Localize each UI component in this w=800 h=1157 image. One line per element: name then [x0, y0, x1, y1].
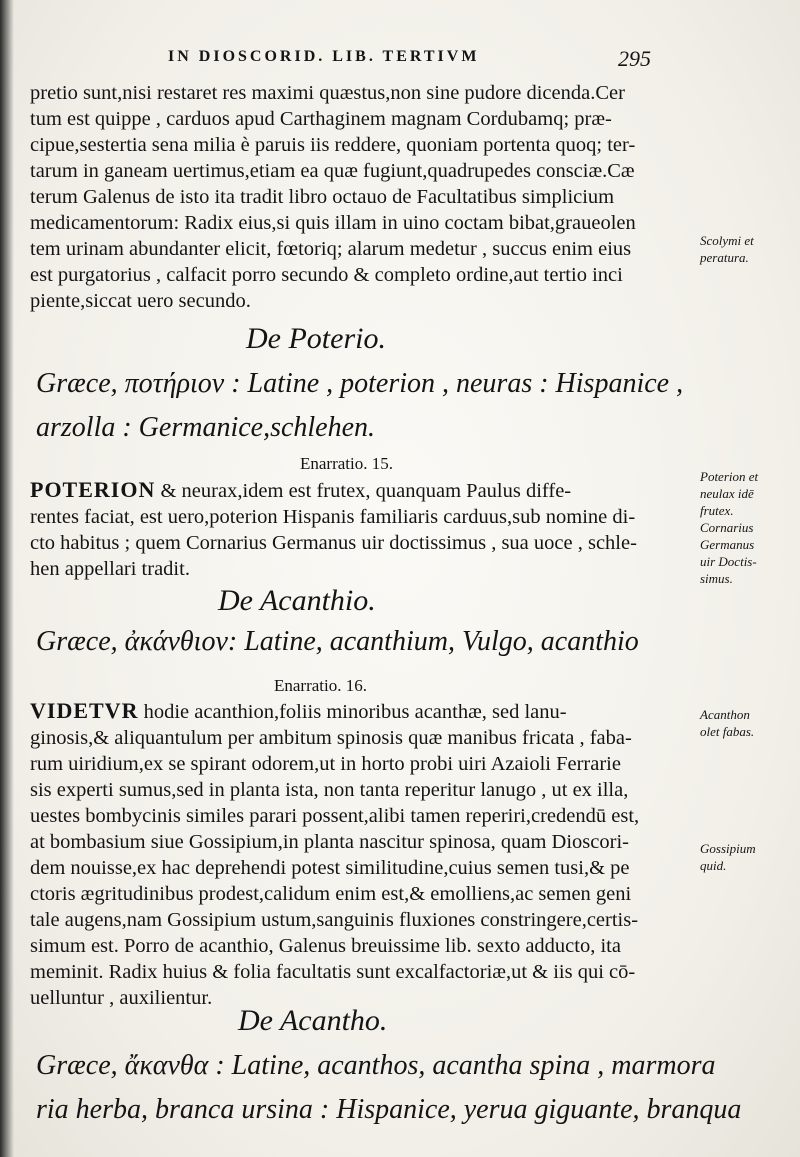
running-title: IN DIOSCORID. LIB. TERTIVM — [168, 48, 480, 65]
text-line: rentes faciat, est uero,poterion Hispanis familiaris carduus,sub nomine di- — [30, 506, 636, 528]
margin-note-gossipium: Gossipium quid. — [700, 841, 756, 873]
synonym-line: arzolla : Germanice,schlehen. — [36, 412, 376, 443]
text-line: VIDETVR hodie acanthion,foliis minoribus acanthæ, sed lanu- — [30, 698, 567, 723]
margin-note-scolymi: Scolymi et peratura. — [700, 233, 754, 265]
text-line: piente,siccat uero secundo. — [30, 290, 251, 312]
paragraph-poterio — [30, 477, 698, 582]
text-line: uelluntur , auxilientur. — [30, 987, 213, 1009]
synonym-line: Græce, ἀκάνθιον: Latine, acanthium, Vulgo, acanthio — [36, 626, 639, 657]
text-line: at bombasium siue Gossipium,in planta nascitur spinosa, quam Dioscori- — [30, 831, 629, 853]
text-line: uestes bombycinis similes parari possent,alibi tamen reperiri,credendū est, — [30, 805, 640, 827]
margin-note-poterion: Poterion et neulax idē frutex. Cornarius Germanus uir Doctis- simus. — [700, 469, 759, 586]
text-line: ginosis,& aliquantulum per ambitum spinosis quæ manibus fricata , faba- — [30, 727, 632, 749]
text-line: hen appellari tradit. — [30, 558, 190, 580]
synonyms-acanthio — [36, 620, 696, 664]
text-line: terum Galenus de isto ita tradit libro octauo de Facultatibus simplicium — [30, 186, 615, 208]
section-title-poterio: De Poterio. — [246, 322, 386, 355]
margin-note-acanthon: Acanthon olet fabas. — [700, 707, 755, 739]
text-line: rum uiridium,ex se spirant odorem,ut in horto probi uiri Azaioli Ferrarie — [30, 753, 621, 775]
text-line: pretio sunt,nisi restaret res maximi quæstus,non sine pudore dicenda.Cer — [30, 82, 625, 104]
paragraph-continuation — [30, 80, 698, 314]
text-line: cto habitus ; quem Cornarius Germanus uir doctissimus , sua uoce , schle- — [30, 532, 637, 554]
text-line: est purgatorius , calfacit porro secundo & completo ordine,aut tertio inci — [30, 264, 623, 286]
text-line: tarum in ganeam uertimus,etiam ea quæ fugiunt,quadrupedes consciæ.Cæ — [30, 160, 635, 182]
page-number: 295 — [618, 46, 651, 71]
text-line: simum est. Porro de acanthio, Galenus breuissime lib. sexto adducto, ita — [30, 935, 621, 957]
enarratio-16: Enarratio. 16. — [274, 676, 367, 695]
synonyms-poterio — [36, 362, 696, 450]
text-line: tem urinam abundanter elicit, fœtoriq; alarum medetur , succus enim eius — [30, 238, 632, 260]
text-line: cipue,sestertia sena milia è paruis iis reddere, quoniam portenta quoq; ter- — [30, 134, 636, 156]
text-line: sis experti sumus,sed in planta ista, non tanta reperitur lanugo , ut ex illa, — [30, 779, 629, 801]
text-line: meminit. Radix huius & folia facultatis sunt excalfactoriæ,ut & iis qui cō- — [30, 961, 636, 983]
synonyms-acantho — [36, 1044, 742, 1132]
lead-word: VIDETVR — [30, 698, 139, 723]
text-line: tale augens,nam Gossipium ustum,sanguinis fluxiones constringere,certis- — [30, 909, 639, 931]
synonym-line: Græce, ἄκανθα : Latine, acanthos, acantha spina , marmora — [36, 1050, 716, 1081]
synonym-line: Græce, ποτήριον : Latine , poterion , neuras : Hispanice , — [36, 368, 684, 399]
text-line: POTERION & neurax,idem est frutex, quanquam Paulus diffe- — [30, 477, 572, 502]
text-line: ctoris ægritudinibus prodest,calidum enim est,& emolliens,ac semen geni — [30, 883, 632, 905]
section-title-acanthio: De Acanthio. — [218, 584, 376, 617]
enarratio-15: Enarratio. 15. — [300, 454, 393, 473]
text-line: dem nouisse,ex hac deprehendi potest similitudine,cuius semen tusi,& pe — [30, 857, 630, 879]
paragraph-acanthio — [30, 698, 698, 1011]
synonym-line: ria herba, branca ursina : Hispanice, yerua giguante, branqua — [36, 1094, 742, 1125]
page-gutter-shadow — [0, 0, 14, 1157]
text-line: tum est quippe , carduos apud Carthaginem magnam Cordubamq; præ- — [30, 108, 612, 130]
section-title-acantho: De Acantho. — [238, 1004, 388, 1037]
lead-word: POTERION — [30, 477, 156, 502]
text-line: medicamentorum: Radix eius,si quis illam in uino coctam bibat,graueolen — [30, 212, 636, 234]
